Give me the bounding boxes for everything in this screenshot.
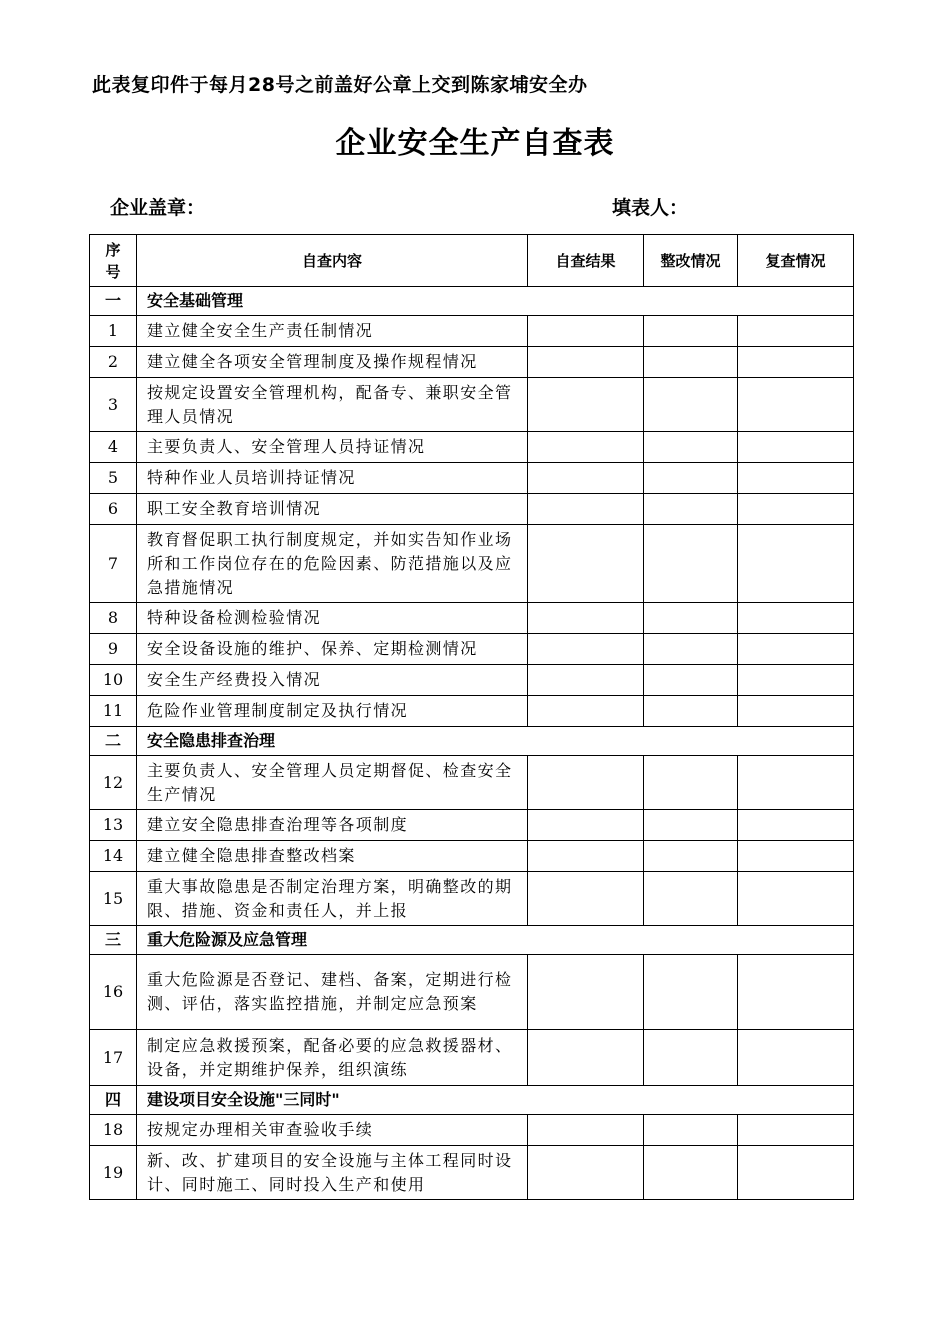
rectification-cell[interactable] [644,463,738,494]
rectification-cell[interactable] [644,756,738,810]
page-title: 企业安全生产自查表 [335,126,615,161]
review-cell[interactable] [738,494,854,525]
table-row [90,955,854,1030]
table-row [90,665,854,696]
header-review: 复查情况 [738,235,854,287]
item-number: 8 [90,603,137,634]
item-number: 12 [90,756,137,810]
section-title: 重大危险源及应急管理 [137,926,854,955]
submission-notice: 此表复印件于每月28号之前盖好公章上交到陈家埔安全办 [92,74,588,96]
table-row [90,872,854,926]
item-number: 4 [90,432,137,463]
rectification-cell[interactable] [644,603,738,634]
review-cell[interactable] [738,872,854,926]
item-content: 建立健全隐患排查整改档案 [137,841,528,872]
header-seq: 序号 [90,235,137,287]
item-number: 14 [90,841,137,872]
item-content: 新、改、扩建项目的安全设施与主体工程同时设计、同时施工、同时投入生产和使用 [137,1146,528,1200]
item-number: 5 [90,463,137,494]
item-number: 17 [90,1030,137,1086]
item-content: 建立健全安全生产责任制情况 [137,316,528,347]
item-number: 2 [90,347,137,378]
rectification-cell[interactable] [644,494,738,525]
section-row [90,1086,854,1115]
item-content: 特种设备检测检验情况 [137,603,528,634]
rectification-cell[interactable] [644,665,738,696]
section-row [90,926,854,955]
item-number: 18 [90,1115,137,1146]
item-number: 13 [90,810,137,841]
section-number: 三 [90,926,137,955]
result-cell[interactable] [528,603,644,634]
result-cell[interactable] [528,432,644,463]
rectification-cell[interactable] [644,872,738,926]
header-result: 自查结果 [528,235,644,287]
review-cell[interactable] [738,347,854,378]
rectification-cell[interactable] [644,1030,738,1086]
header-content: 自查内容 [137,235,528,287]
table-row [90,841,854,872]
rectification-cell[interactable] [644,1115,738,1146]
table-row [90,696,854,727]
item-number: 1 [90,316,137,347]
item-number: 7 [90,525,137,603]
item-content: 按规定办理相关审查验收手续 [137,1115,528,1146]
rectification-cell[interactable] [644,634,738,665]
rectification-cell[interactable] [644,810,738,841]
result-cell[interactable] [528,696,644,727]
review-cell[interactable] [738,1146,854,1200]
result-cell[interactable] [528,494,644,525]
table-row [90,432,854,463]
header-rectification: 整改情况 [644,235,738,287]
item-content: 安全设备设施的维护、保养、定期检测情况 [137,634,528,665]
table-row [90,756,854,810]
result-cell[interactable] [528,634,644,665]
item-content: 职工安全教育培训情况 [137,494,528,525]
review-cell[interactable] [738,378,854,432]
item-content: 主要负责人、安全管理人员持证情况 [137,432,528,463]
form-filler-label: 填表人： [612,197,689,219]
item-content: 主要负责人、安全管理人员定期督促、检查安全生产情况 [137,756,528,810]
section-number: 四 [90,1086,137,1115]
review-cell[interactable] [738,841,854,872]
table-row [90,1146,854,1200]
item-content: 建立安全隐患排查治理等各项制度 [137,810,528,841]
review-cell[interactable] [738,756,854,810]
rectification-cell[interactable] [644,841,738,872]
result-cell[interactable] [528,872,644,926]
rectification-cell[interactable] [644,378,738,432]
rectification-cell[interactable] [644,432,738,463]
review-cell[interactable] [738,316,854,347]
item-content: 建立健全各项安全管理制度及操作规程情况 [137,347,528,378]
review-cell[interactable] [738,463,854,494]
item-number: 3 [90,378,137,432]
result-cell[interactable] [528,665,644,696]
table-row [90,347,854,378]
self-inspection-table [89,234,854,1200]
table-row [90,634,854,665]
item-content: 危险作业管理制度制定及执行情况 [137,696,528,727]
item-content: 制定应急救援预案，配备必要的应急救援器材、设备，并定期维护保养，组织演练 [137,1030,528,1086]
result-cell[interactable] [528,525,644,603]
review-cell[interactable] [738,603,854,634]
item-content: 特种作业人员培训持证情况 [137,463,528,494]
result-cell[interactable] [528,463,644,494]
result-cell[interactable] [528,1115,644,1146]
result-cell[interactable] [528,955,644,1030]
section-title: 建设项目安全设施"三同时" [137,1086,854,1115]
table-row [90,1030,854,1086]
result-cell[interactable] [528,841,644,872]
item-number: 11 [90,696,137,727]
table-header-row [90,235,854,287]
company-seal-label: 企业盖章： [110,197,206,219]
rectification-cell[interactable] [644,1146,738,1200]
review-cell[interactable] [738,432,854,463]
item-number: 15 [90,872,137,926]
review-cell[interactable] [738,696,854,727]
table-row [90,494,854,525]
review-cell[interactable] [738,665,854,696]
rectification-cell[interactable] [644,955,738,1030]
section-number: 二 [90,727,137,756]
table-row [90,603,854,634]
section-row [90,727,854,756]
table-row [90,316,854,347]
section-title: 安全基础管理 [137,287,854,316]
table-row [90,810,854,841]
section-title: 安全隐患排查治理 [137,727,854,756]
table-row [90,525,854,603]
table-row [90,463,854,494]
review-cell[interactable] [738,634,854,665]
table-row [90,1115,854,1146]
section-number: 一 [90,287,137,316]
item-content: 重大事故隐患是否制定治理方案，明确整改的期限、措施、资金和责任人，并上报 [137,872,528,926]
rectification-cell[interactable] [644,696,738,727]
review-cell[interactable] [738,810,854,841]
result-cell[interactable] [528,316,644,347]
section-row [90,287,854,316]
item-number: 9 [90,634,137,665]
item-number: 19 [90,1146,137,1200]
rectification-cell[interactable] [644,347,738,378]
item-number: 16 [90,955,137,1030]
review-cell[interactable] [738,1030,854,1086]
table-row [90,378,854,432]
review-cell[interactable] [738,955,854,1030]
item-content: 教育督促职工执行制度规定，并如实告知作业场所和工作岗位存在的危险因素、防范措施以及应急措施情况 [137,525,528,603]
item-content: 安全生产经费投入情况 [137,665,528,696]
result-cell[interactable] [528,756,644,810]
item-content: 按规定设置安全管理机构，配备专、兼职安全管理人员情况 [137,378,528,432]
item-number: 10 [90,665,137,696]
rectification-cell[interactable] [644,525,738,603]
rectification-cell[interactable] [644,316,738,347]
review-cell[interactable] [738,1115,854,1146]
result-cell[interactable] [528,1030,644,1086]
review-cell[interactable] [738,525,854,603]
result-cell[interactable] [528,810,644,841]
item-content: 重大危险源是否登记、建档、备案，定期进行检测、评估，落实监控措施，并制定应急预案 [137,955,528,1030]
result-cell[interactable] [528,1146,644,1200]
result-cell[interactable] [528,347,644,378]
result-cell[interactable] [528,378,644,432]
item-number: 6 [90,494,137,525]
